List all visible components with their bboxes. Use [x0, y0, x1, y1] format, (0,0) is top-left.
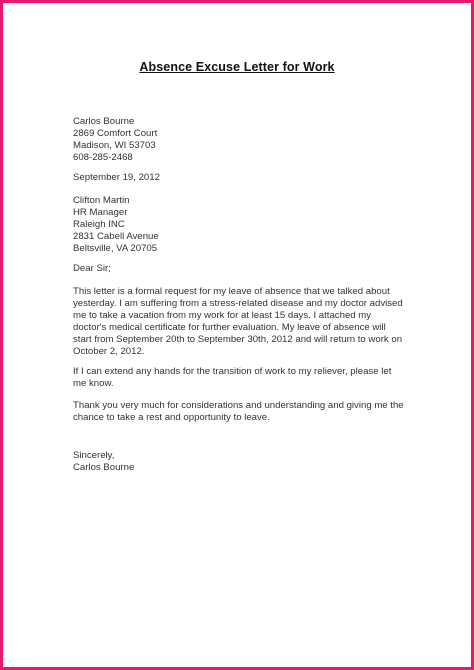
sender-name: Carlos Bourne [73, 116, 135, 127]
letter-date [73, 172, 413, 184]
paragraph-line: me know. [73, 378, 114, 389]
paragraph-line: This letter is a formal request for my leave of absence that we talked about [73, 286, 390, 297]
recipient-address-block [73, 195, 413, 255]
sender-address-block [73, 116, 413, 164]
recipient-city: Beltsville, VA 20705 [73, 243, 158, 254]
paragraph-line: If I can extend any hands for the transition of work to my reliever, please let [73, 366, 392, 377]
signature-name: Carlos Bourne [73, 462, 135, 473]
recipient-street: 2831 Cabell Avenue [73, 231, 159, 242]
date-text: September 19, 2012 [73, 172, 160, 183]
paragraph-line: doctor's medical certificate for further evaluation. My leave of absence will [73, 322, 386, 333]
paragraph-line: chance to take a rest and opportunity to leave. [73, 412, 270, 423]
recipient-name: Clifton Martin [73, 195, 130, 206]
closing-text: Sincerely, [73, 450, 115, 461]
paragraph-line: yesterday. I am suffering from a stress-related disease and my doctor advised [73, 298, 403, 309]
body-paragraph-2 [73, 366, 391, 390]
recipient-title: HR Manager [73, 207, 128, 218]
paragraph-line: start from September 20th to September 30th, 2012 and will return to work on [73, 334, 403, 345]
recipient-company: Raleigh INC [73, 219, 125, 230]
letter-title: Absence Excuse Letter for Work [139, 60, 335, 74]
body-paragraph-3 [73, 400, 404, 424]
paragraph-line: me to take a vacation from my work for at least 15 days. I attached my [73, 310, 372, 321]
paragraph-line: October 2, 2012. [73, 346, 145, 357]
sender-street: 2869 Comfort Court [73, 128, 158, 139]
closing-block [73, 450, 413, 474]
body-paragraph-1 [73, 286, 403, 358]
salutation-text: Dear Sir; [73, 263, 111, 274]
sender-city: Madison, WI 53703 [73, 140, 156, 151]
sender-phone: 608-285-2468 [73, 152, 133, 163]
salutation [73, 263, 413, 275]
paragraph-line: Thank you very much for considerations and understanding and giving me the [73, 400, 404, 411]
